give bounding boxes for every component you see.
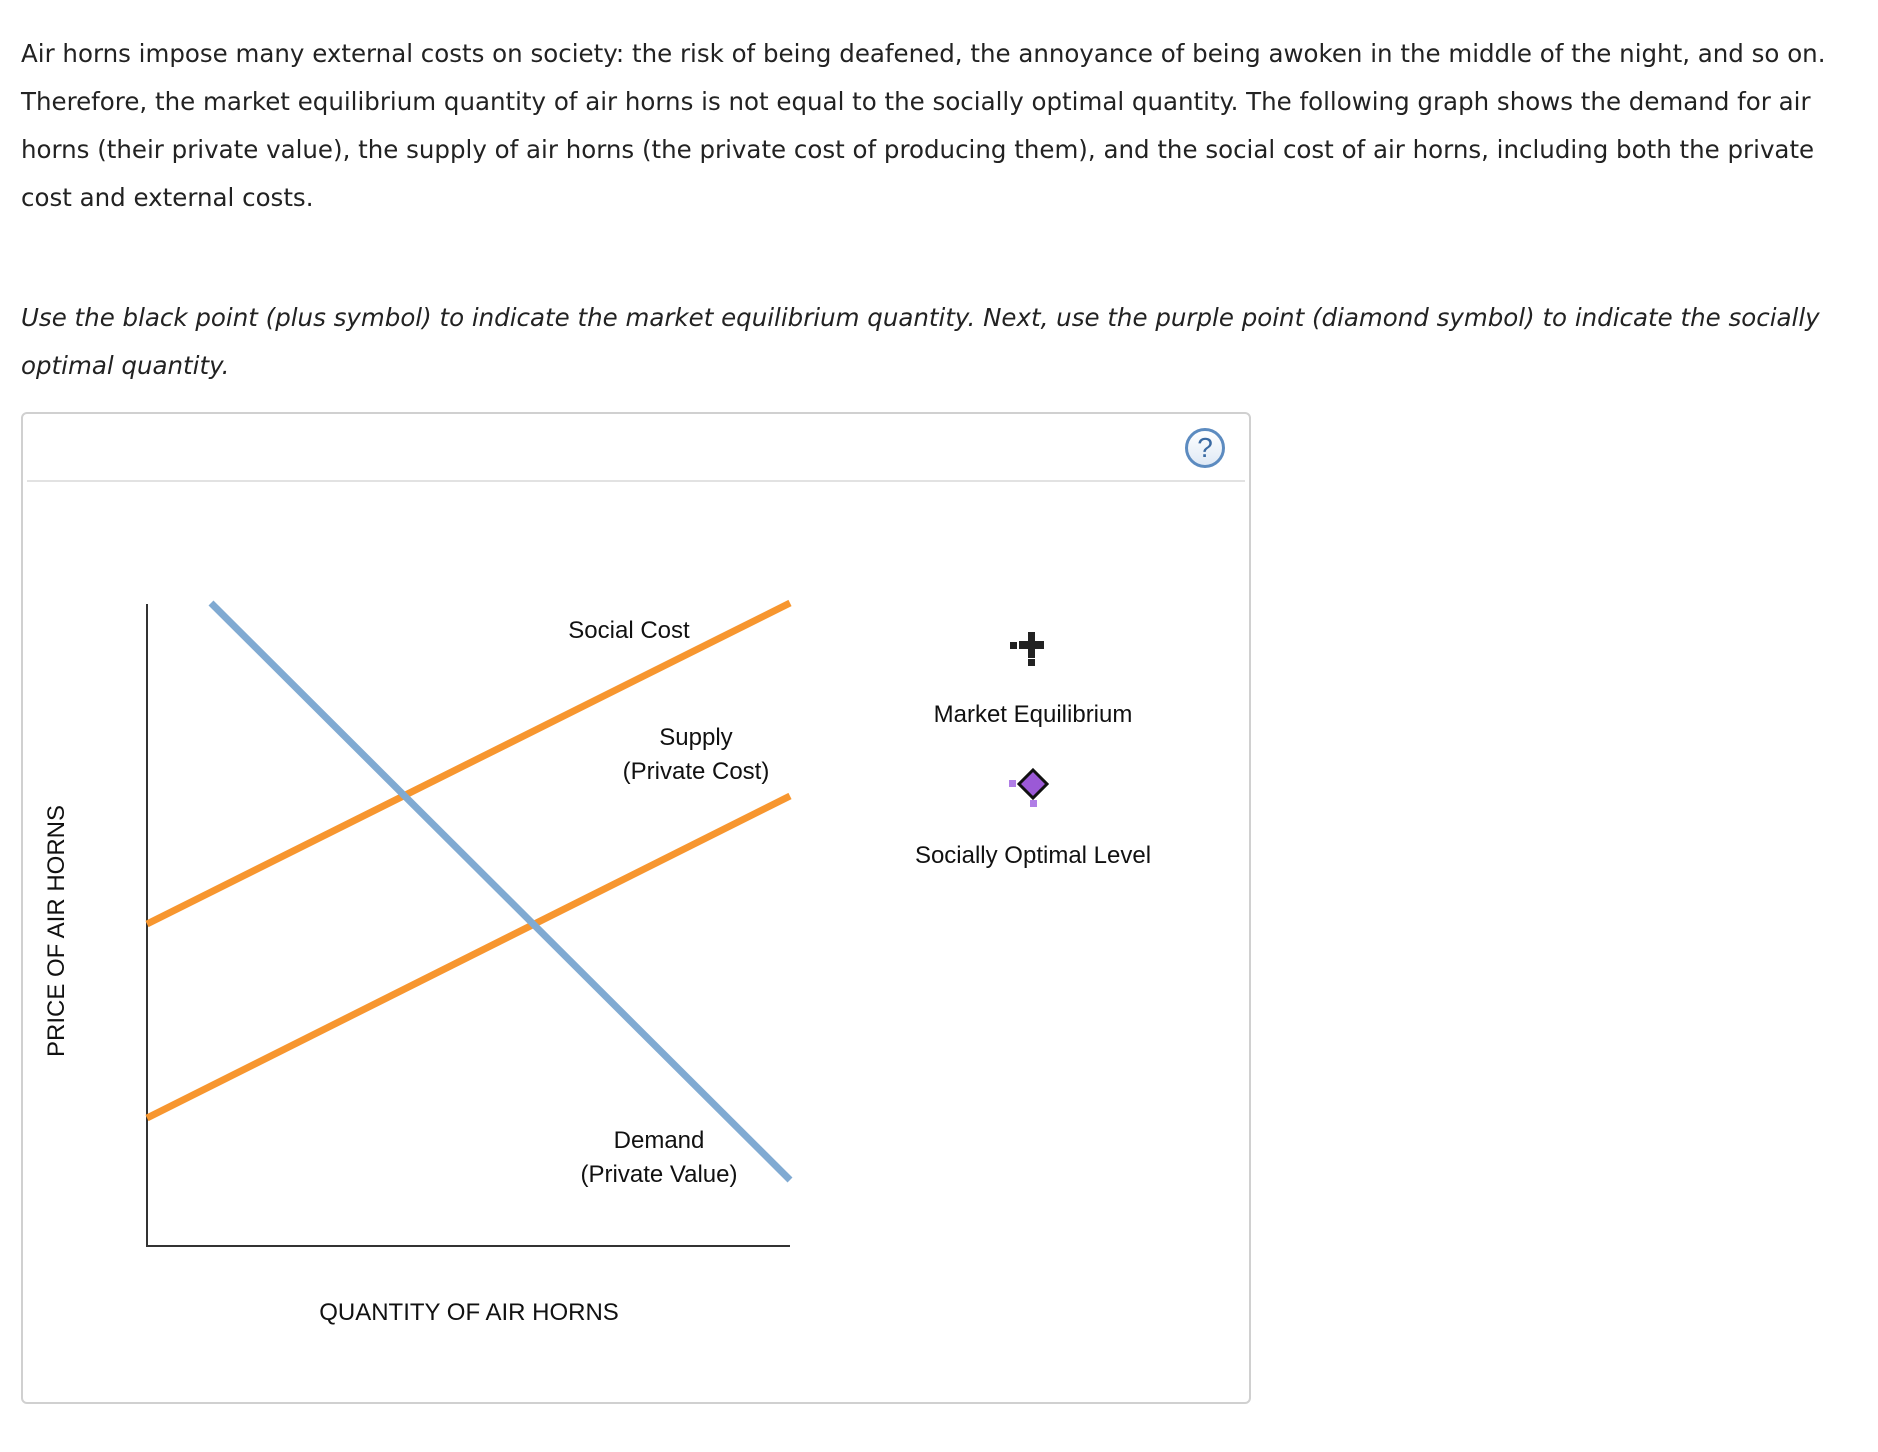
plus-icon[interactable]	[1010, 632, 1044, 666]
help-button[interactable]: ?	[1185, 428, 1225, 468]
socially-optimal-tool[interactable]	[915, 770, 1151, 869]
instructions-text: Use the black point (plus symbol) to indicate the market equilibrium quantity. Next, use the purple point (diamond symbol) to indicate the socially optimal quantity.	[21, 303, 1820, 380]
market-equilibrium-tool[interactable]	[934, 632, 1133, 728]
y-axis-label: PRICE OF AIR HORNS	[43, 804, 70, 1058]
intro-text: Air horns impose many external costs on society: the risk of being deafened, the annoyance of being awoken in the middle of the night, and so on. Therefore, the market equilibrium quantity of air horns is not equal to the socially optimal quantity. The following graph shows the demand for air horns (their private value), the supply of air horns (the private cost of producing them), and the social cost of air horns, including both the private cost and external costs.	[21, 39, 1826, 212]
demand-label-line1: Demand	[613, 1127, 705, 1154]
demand-label-line2: (Private Value)	[580, 1161, 738, 1188]
supply-curve[interactable]	[147, 796, 790, 1118]
socially-optimal-label: Socially Optimal Level	[914, 842, 1152, 869]
diamond-icon[interactable]	[1009, 770, 1047, 807]
demand-curve[interactable]	[211, 603, 790, 1180]
supply-label-line1: Supply	[659, 724, 733, 751]
x-axis-label: QUANTITY OF AIR HORNS	[319, 1299, 619, 1326]
social-cost-label: Social Cost	[568, 617, 690, 644]
market-equilibrium-label: Market Equilibrium	[933, 701, 1133, 728]
supply-label-line2: (Private Cost)	[622, 758, 770, 785]
